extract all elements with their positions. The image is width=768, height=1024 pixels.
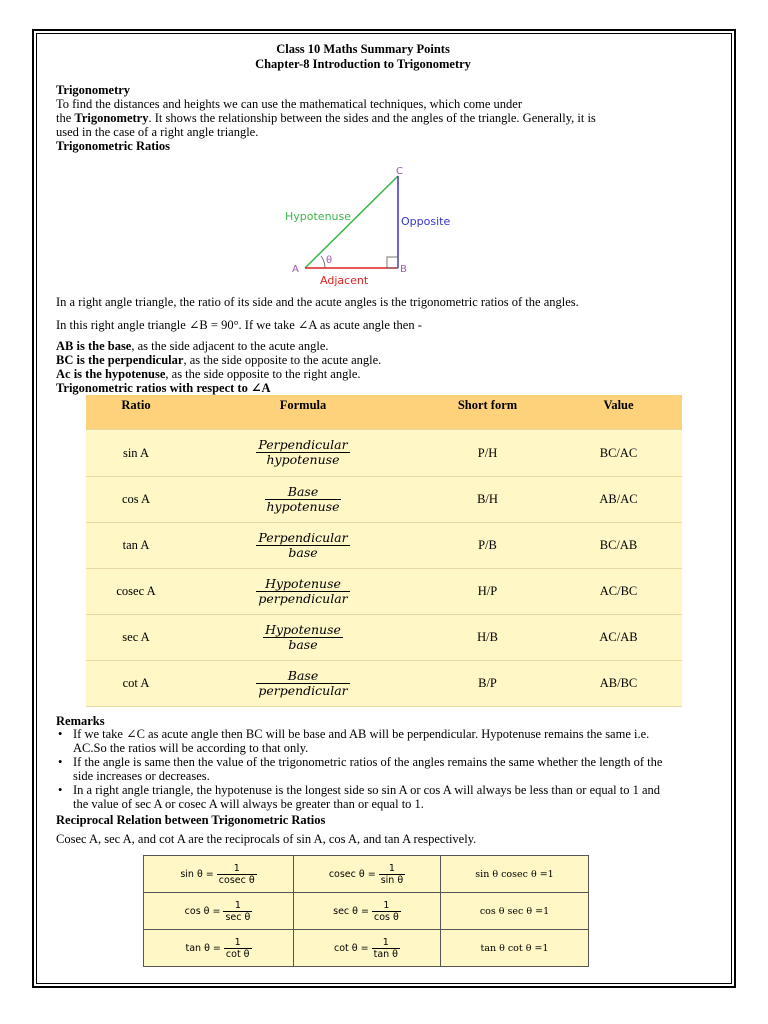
formula-fraction — [224, 937, 252, 960]
table-row — [144, 893, 589, 930]
formula-lhs: tan θ = — [185, 942, 221, 954]
formula-numerator: Base — [265, 485, 342, 500]
formula-lhs: cosec θ = — [328, 868, 376, 880]
ratio-cell: cos A — [86, 477, 186, 523]
value-cell: AC/AB — [555, 615, 682, 661]
formula-numerator: Perpendicular — [258, 529, 348, 545]
hypotenuse-term: Ac is the hypotenuse — [56, 367, 166, 381]
formula-cell — [186, 569, 420, 615]
hypotenuse-definition — [56, 367, 361, 381]
intro-text: . It shows the relationship between the sides and the angles of the triangle. Generally, it is — [148, 111, 596, 125]
remark-line: the value of sec A or cosec A will always be greater than or equal to 1. — [73, 797, 424, 811]
ratio-cell: tan A — [86, 523, 186, 569]
list-item — [58, 783, 692, 811]
opposite-label: Opposite — [401, 215, 451, 228]
table-row — [86, 430, 682, 477]
remark-line: AC.So the ratios will be according to that only. — [73, 741, 309, 755]
right-angle-statement: In this right angle triangle ∠B = 90°. If we take ∠A as acute angle then - — [56, 318, 422, 332]
formula-fraction — [256, 531, 349, 560]
intro-bold-term: Trigonometry — [74, 111, 149, 125]
reciprocal-formula-cell — [294, 930, 441, 967]
list-item — [58, 755, 692, 783]
formula-fraction — [256, 438, 349, 467]
value-cell: AB/AC — [555, 477, 682, 523]
doc-subtitle: Chapter-8 Introduction to Trigonometry — [255, 57, 471, 71]
angle-arc — [321, 256, 325, 268]
base-term: AB is the base — [56, 339, 132, 353]
hypotenuse-label: Hypotenuse — [285, 210, 352, 223]
short-form-cell: B/P — [420, 661, 555, 707]
formula-denominator: cos θ — [374, 911, 399, 923]
value-cell: AC/BC — [555, 569, 682, 615]
trig-ratio-table — [86, 395, 682, 707]
remark-line: If we take ∠C as acute angle then BC will be base and AB will be perpendicular. Hypotenuse remains the same i.e. — [73, 727, 650, 741]
reciprocal-formula-cell — [144, 930, 294, 967]
adjacent-label: Adjacent — [320, 274, 369, 287]
formula-fraction — [217, 863, 257, 886]
perpendicular-term: BC is the perpendicular — [56, 353, 184, 367]
formula-numerator: Perpendicular — [258, 437, 348, 452]
ratio-table-heading: Trigonometric ratios with respect to ∠A — [56, 381, 271, 395]
perpendicular-definition — [56, 353, 381, 367]
remark-line: side increases or decreases. — [73, 769, 210, 783]
formula-denominator: cot θ — [225, 948, 250, 960]
product-identity: sin θ cosec θ =1 — [475, 868, 554, 880]
bullet-icon: • — [58, 727, 63, 741]
formula-numerator: Base — [256, 669, 349, 684]
reciprocal-formula-cell — [294, 893, 441, 930]
header-ratio: Ratio — [86, 395, 186, 430]
angle-theta-label: θ — [326, 255, 333, 266]
section-heading-ratios: Trigonometric Ratios — [56, 139, 170, 153]
remarks-list — [48, 727, 692, 811]
intro-line-2 — [56, 111, 596, 125]
formula-numerator: 1 — [379, 863, 405, 875]
short-form-cell: P/H — [420, 430, 555, 477]
ratio-definition-text: In a right angle triangle, the ratio of its side and the acute angles is the trigonometric ratios of the angles. — [56, 295, 579, 309]
formula-denominator: tan θ — [373, 948, 398, 960]
product-identity: cos θ sec θ =1 — [479, 905, 550, 917]
formula-denominator: hypotenuse — [266, 498, 340, 514]
base-explanation: , as the side adjacent to the acute angle. — [131, 339, 329, 353]
ratio-cell: cot A — [86, 661, 186, 707]
remark-line: If the angle is same then the value of the trigonometric ratios of the angles remains the same whether the length of the — [73, 755, 663, 769]
table-row — [86, 477, 682, 523]
formula-fraction — [265, 485, 342, 514]
formula-fraction — [223, 900, 252, 923]
formula-fraction — [263, 623, 343, 652]
bullet-icon: • — [58, 783, 63, 797]
table-row — [86, 615, 682, 661]
formula-denominator: cosec θ — [218, 874, 255, 886]
formula-fraction — [256, 669, 349, 698]
formula-denominator: base — [288, 544, 318, 560]
right-angle-marker — [387, 257, 398, 268]
formula-denominator: sin θ — [380, 874, 404, 886]
product-identity: tan θ cot θ =1 — [480, 942, 549, 954]
formula-fraction — [372, 900, 401, 923]
formula-lhs: cot θ = — [333, 942, 369, 954]
formula-cell — [186, 430, 420, 477]
perpendicular-explanation: , as the side opposite to the acute angle. — [183, 353, 382, 367]
intro-line-1: To find the distances and heights we can use the mathematical techniques, which come under — [56, 97, 522, 111]
base-definition — [56, 339, 329, 353]
formula-numerator: 1 — [372, 937, 400, 949]
table-row — [144, 930, 589, 967]
table-row — [86, 661, 682, 707]
short-form-cell: H/B — [420, 615, 555, 661]
formula-fraction — [256, 577, 349, 606]
header-short-form: Short form — [420, 395, 555, 430]
reciprocal-formula-cell — [144, 893, 294, 930]
short-form-cell: B/H — [420, 477, 555, 523]
formula-cell — [186, 615, 420, 661]
formula-lhs: cos θ = — [184, 905, 221, 917]
vertex-a-label: A — [292, 264, 299, 275]
vertex-c-label: C — [396, 166, 403, 177]
reciprocal-table — [143, 855, 589, 967]
right-triangle-diagram — [280, 160, 451, 290]
ratio-cell: sin A — [86, 430, 186, 477]
formula-lhs: sec θ = — [333, 905, 369, 917]
reciprocal-product-cell — [441, 856, 589, 893]
formula-numerator: Hypotenuse — [265, 621, 341, 637]
intro-line-3: used in the case of a right angle triangle. — [56, 125, 259, 139]
formula-cell — [186, 523, 420, 569]
reciprocal-formula-cell — [294, 856, 441, 893]
reciprocal-text: Cosec A, sec A, and cot A are the reciprocals of sin A, cos A, and tan A respectively. — [56, 832, 477, 846]
formula-numerator: Hypotenuse — [256, 577, 349, 592]
formula-cell — [186, 477, 420, 523]
formula-numerator: 1 — [223, 900, 252, 912]
vertex-b-label: B — [400, 264, 407, 275]
table-row — [144, 856, 589, 893]
reciprocal-product-cell — [441, 893, 589, 930]
table-row — [86, 523, 682, 569]
short-form-cell: H/P — [420, 569, 555, 615]
formula-lhs: sin θ = — [180, 868, 214, 880]
intro-text: the — [56, 111, 75, 125]
formula-denominator: perpendicular — [258, 590, 348, 606]
formula-fraction — [379, 863, 405, 886]
remark-line: In a right angle triangle, the hypotenuse is the longest side so sin A or cos A will always be less than or equal to 1 and — [73, 783, 661, 797]
page-content — [56, 42, 680, 72]
remarks-heading: Remarks — [56, 714, 105, 728]
formula-numerator: 1 — [217, 863, 257, 875]
formula-denominator: sec θ — [225, 911, 251, 923]
formula-denominator: hypotenuse — [266, 452, 340, 467]
formula-cell — [186, 661, 420, 707]
reciprocal-product-cell — [441, 930, 589, 967]
value-cell: AB/BC — [555, 661, 682, 707]
formula-numerator: 1 — [372, 900, 401, 912]
reciprocal-formula-cell — [144, 856, 294, 893]
header-formula: Formula — [186, 395, 420, 430]
table-header-row — [86, 395, 682, 430]
table-row — [86, 569, 682, 615]
formula-denominator: base — [288, 636, 318, 652]
value-cell: BC/AC — [555, 430, 682, 477]
reciprocal-heading: Reciprocal Relation between Trigonometric Ratios — [56, 813, 326, 827]
formula-denominator: perpendicular — [258, 682, 348, 698]
header-value: Value — [555, 395, 682, 430]
doc-title: Class 10 Maths Summary Points — [276, 42, 450, 56]
short-form-cell: P/B — [420, 523, 555, 569]
ratio-cell: cosec A — [86, 569, 186, 615]
formula-fraction — [372, 937, 400, 960]
bullet-icon: • — [58, 755, 63, 769]
hypotenuse-explanation: , as the side opposite to the right angle. — [165, 367, 361, 381]
formula-numerator: 1 — [224, 937, 252, 949]
value-cell: BC/AB — [555, 523, 682, 569]
section-heading-trigonometry: Trigonometry — [56, 83, 131, 97]
ratio-cell: sec A — [86, 615, 186, 661]
list-item — [58, 727, 692, 755]
